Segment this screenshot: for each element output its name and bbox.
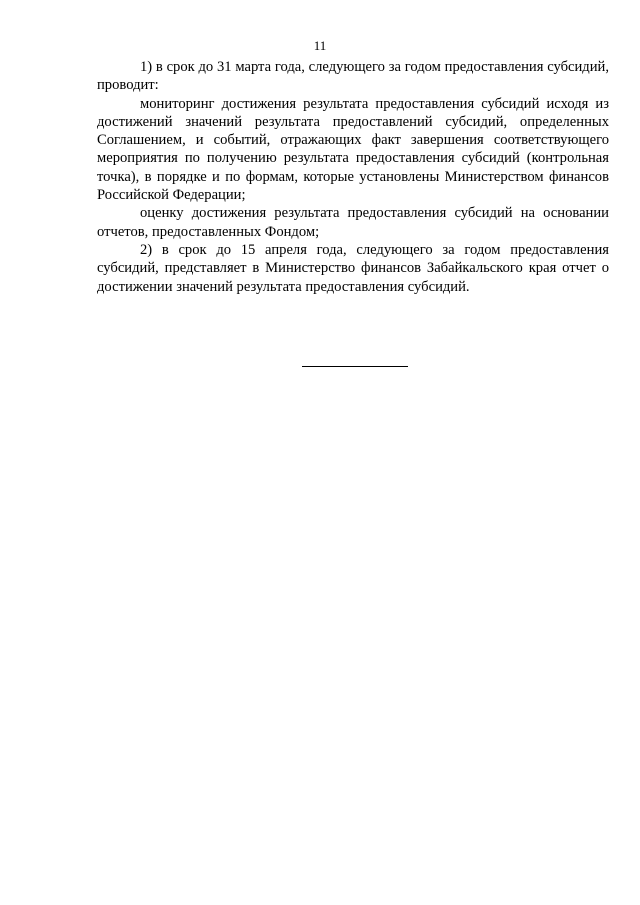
end-of-document-rule [302,366,408,367]
paragraph-item-1-deadline: 1) в срок до 31 марта года, следующего за годом предоставления субсидий, проводит: [97,59,609,94]
paragraph-monitoring: мониторинг достижения результата предоставления субсидий исходя из достижений значений результата предоставлений субсидий, определенных Соглашением, и событий, отражающих факт завершения соответствующего мероприятия по получению результата предоставления субсидий (контрольная точка), в порядке и по формам, которые установлены Министерством финансов Российской Федерации; [97,95,609,204]
paragraph-item-2-report: 2) в срок до 15 апреля года, следующего за годом предоставления субсидий, представляет в Министерство финансов Забайкальского края отчет о достижении значений результата предоставления субсидий. [97,241,609,295]
page-number: 11 [313,38,327,53]
document-body [97,58,609,296]
paragraph-evaluation: оценку достижения результата предоставления субсидий на основании отчетов, предоставленных Фондом; [97,205,609,240]
